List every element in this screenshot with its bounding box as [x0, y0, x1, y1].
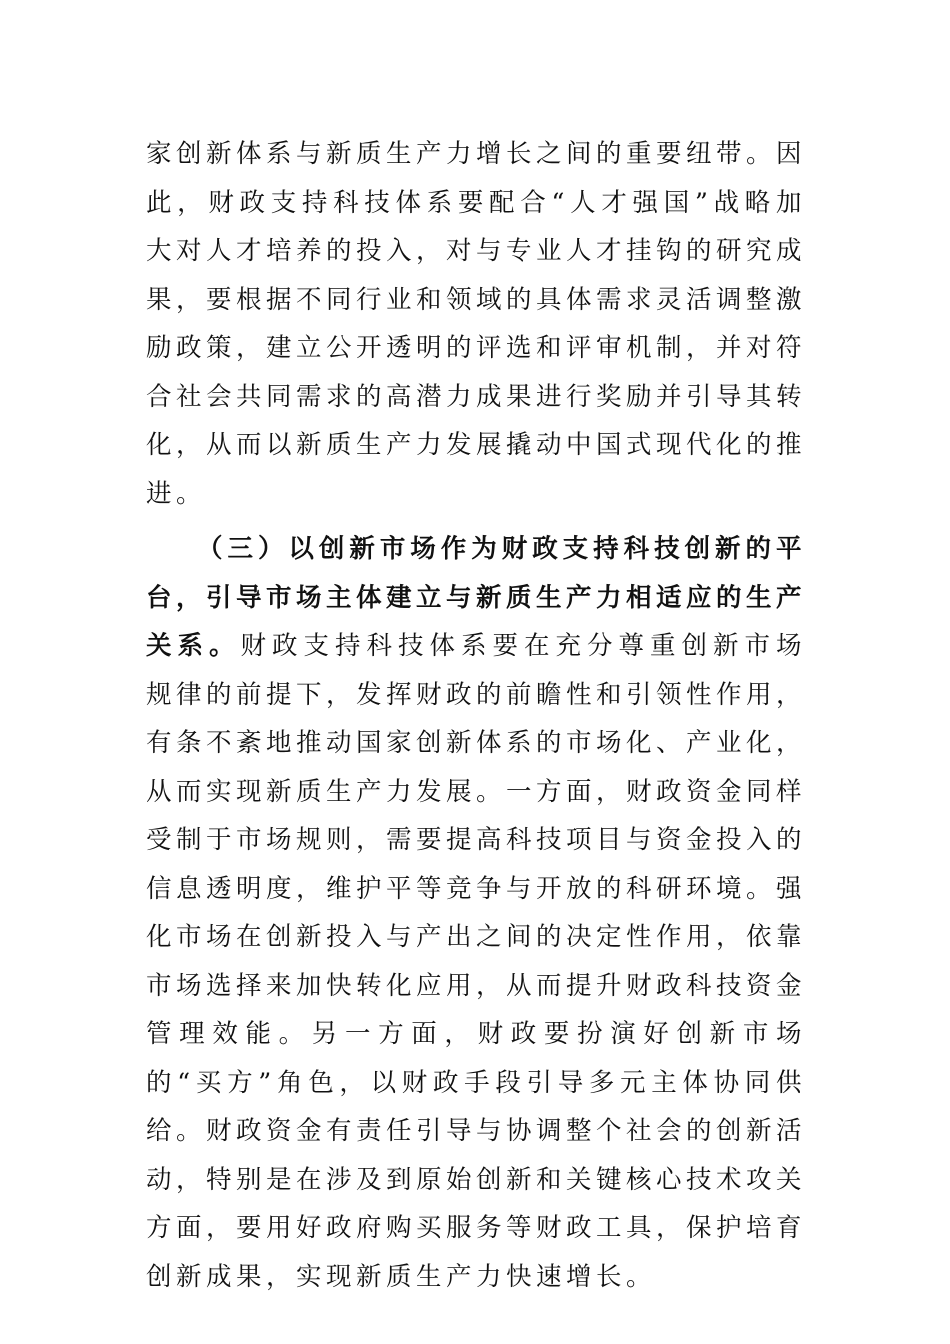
paragraph-section-three [146, 525, 806, 1301]
section-heading: （三）以创新市场作为财政支持科技创新的平台，引导市场主体建立与新质生产力相适应的生产关系。 [146, 534, 807, 661]
document-page [146, 130, 806, 1301]
paragraph-continuation: 家创新体系与新质生产力增长之间的重要纽带。因此，财政支持科技体系要配合“人才强国”战略加大对人才培养的投入，对与专业人才挂钩的研究成果，要根据不同行业和领域的具体需求灵活调整激励政策，建立公开透明的评选和评审机制，并对符合社会共同需求的高潜力成果进行奖励并引导其转化，从而以新质生产力发展撬动中国式现代化的推进。 [146, 139, 807, 509]
section-body: 财政支持科技体系要在充分尊重创新市场规律的前提下，发挥财政的前瞻性和引领性作用，有条不紊地推动国家创新体系的市场化、产业化，从而实现新质生产力发展。一方面，财政资金同样受制于市场规则，需要提高科技项目与资金投入的信息透明度，维护平等竞争与开放的科研环境。强化市场在创新投入与产出之间的决定性作用，依靠市场选择来加快转化应用，从而提升财政科技资金管理效能。另一方面，财政要扮演好创新市场的“买方”角色，以财政手段引导多元主体协同供给。财政资金有责任引导与协调整个社会的创新活动，特别是在涉及到原始创新和关键核心技术攻关方面，要用好政府购买服务等财政工具，保护培育创新成果，实现新质生产力快速增长。 [146, 631, 807, 1292]
